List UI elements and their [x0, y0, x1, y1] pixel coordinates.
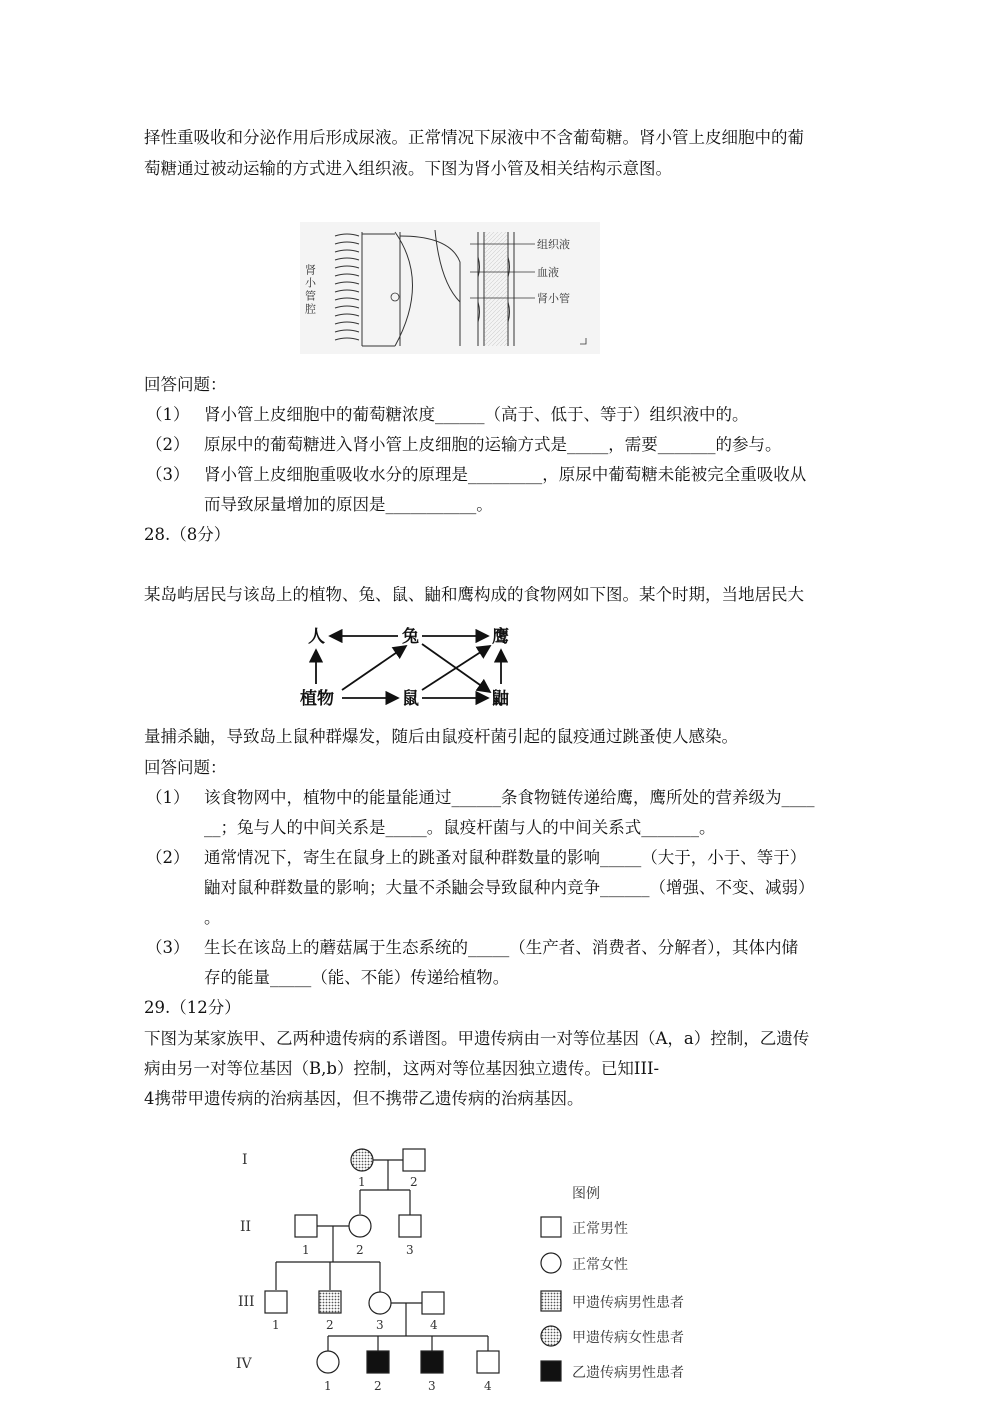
generation-III: III [238, 1294, 255, 1310]
II-2-number: 2 [356, 1243, 364, 1257]
legend-normal-male-symbol [541, 1217, 561, 1237]
III-2-affected-a-male [319, 1291, 341, 1313]
legend-b-male-symbol [541, 1361, 561, 1381]
q28-prompt: 回答问题： [144, 758, 227, 777]
node-plant: 植物 [300, 689, 334, 709]
pedigree-chart [220, 1136, 740, 1406]
legend-normal-female-symbol [541, 1253, 561, 1273]
q28-intro-2: 量捕杀鼬，导致岛上鼠种群爆发，随后由鼠疫杆菌引起的鼠疫通过跳蚤使人感染。 [144, 727, 738, 746]
I-2-normal-male [403, 1149, 425, 1171]
IV-3-affected-b-male [421, 1351, 443, 1373]
q28-item-3: （3） 生长在该岛上的蘑菇属于生态系统的_____（生产者、消费者、分解者），其体内储 [146, 938, 798, 957]
III-1-number: 1 [272, 1318, 280, 1332]
legend-normal-female: 正常女性 [572, 1257, 628, 1273]
legend-normal-male: 正常男性 [572, 1221, 628, 1237]
node-rabbit: 兔 [402, 627, 419, 647]
IV-4-number: 4 [484, 1379, 492, 1393]
q29-line-1: 下图为某家族甲、乙两种遗传病的系谱图。甲遗传病由一对等位基因（A，a）控制，乙遗传 [144, 1029, 810, 1048]
kidney-tubule-figure [300, 222, 600, 354]
generation-II: II [240, 1219, 252, 1235]
IV-1-number: 1 [324, 1379, 332, 1393]
III-3-normal-female [369, 1292, 391, 1314]
q28-item-2: （2） 通常情况下，寄生在鼠身上的跳蚤对鼠种群数量的影响_____（大于，小于、等于） [146, 848, 807, 867]
legend-a-female: 甲遗传病女性患者 [572, 1330, 684, 1346]
q28-header: 28.（8分） [144, 525, 231, 544]
generation-I: I [242, 1152, 248, 1168]
II-1-number: 1 [302, 1243, 310, 1257]
tissue-fluid-label: 组织液 [537, 238, 570, 251]
pedigree-legend [541, 1186, 684, 1381]
II-3-number: 3 [406, 1243, 414, 1257]
q27-item-2: （2） 原尿中的葡萄糖进入肾小管上皮细胞的运输方式是_____，需要_______的参与。 [146, 435, 782, 454]
intro-line-1: 择性重吸收和分泌作用后形成尿液。正常情况下尿液中不含葡萄糖。肾小管上皮细胞中的葡 [144, 128, 804, 147]
tubule-lumen-label [304, 263, 317, 316]
food-web-diagram [296, 622, 528, 714]
legend-b-male: 乙遗传病男性患者 [572, 1365, 684, 1381]
III-4-number: 4 [430, 1318, 438, 1332]
q28-item-1-cont: __；兔与人的中间关系是_____。鼠疫杆菌与人的中间关系式_______。 [204, 818, 716, 837]
intro-line-2: 萄糖通过被动运输的方式进入组织液。下图为肾小管及相关结构示意图。 [144, 159, 672, 178]
legend-a-male-symbol [541, 1291, 561, 1311]
IV-2-number: 2 [374, 1379, 382, 1393]
q29-line-3: 4携带甲遗传病的治病基因，但不携带乙遗传病的治病基因。 [144, 1089, 584, 1108]
node-eagle: 鹰 [492, 627, 509, 647]
I-1-affected-a-female [351, 1149, 373, 1171]
III-1-normal-male [265, 1291, 287, 1313]
q27-item-1: （1） 肾小管上皮细胞中的葡萄糖浓度______（高于、低于、等于）组织液中的。 [146, 405, 749, 424]
legend-a-female-symbol [541, 1326, 561, 1346]
q29-header: 29.（12分） [144, 998, 241, 1017]
node-mouse: 鼠 [402, 689, 419, 709]
generation-IV: IV [236, 1356, 252, 1372]
legend-a-male: 甲遗传病男性患者 [572, 1295, 684, 1311]
II-1-normal-male [295, 1215, 317, 1237]
q28-item-2-cont2: 。 [204, 908, 221, 927]
II-2-normal-female [349, 1215, 371, 1237]
IV-1-normal-female [317, 1351, 339, 1373]
q28-intro-1: 某岛屿居民与该岛上的植物、兔、鼠、鼬和鹰构成的食物网如下图。某个时期，当地居民大 [144, 585, 804, 604]
q28-item-2-cont: 鼬对鼠种群数量的影响；大量不杀鼬会导致鼠种内竞争______（增强、不变、减弱） [204, 878, 815, 897]
IV-3-number: 3 [428, 1379, 436, 1393]
I-2-number: 2 [410, 1175, 418, 1189]
III-3-number: 3 [376, 1318, 384, 1332]
node-human: 人 [308, 627, 325, 647]
node-weasel: 鼬 [492, 689, 509, 709]
IV-2-affected-b-male [367, 1351, 389, 1373]
II-3-normal-male [399, 1215, 421, 1237]
q27-item-3-cont: 而导致尿量增加的原因是___________。 [204, 495, 493, 514]
plasma-label: 血液 [537, 266, 559, 279]
legend-title: 图例 [572, 1186, 600, 1202]
q28-item-1: （1） 该食物网中，植物中的能量能通过______条食物链传递给鹰，鹰所处的营养级为____ [146, 788, 815, 807]
q27-item-3: （3） 肾小管上皮细胞重吸收水分的原理是_________，原尿中葡萄糖未能被完全重吸收从 [146, 465, 807, 484]
q27-prompt: 回答问题： [144, 375, 227, 394]
tubule-label: 肾小管 [537, 292, 570, 305]
IV-4-normal-male [477, 1351, 499, 1373]
svg-text:肾小管腔: 肾小管腔 [303, 264, 317, 316]
III-2-number: 2 [326, 1318, 334, 1332]
q28-item-3-cont: 存的能量_____（能、不能）传递给植物。 [204, 968, 510, 987]
q29-line-2: 病由另一对等位基因（B,b）控制，这两对等位基因独立遗传。已知III- [144, 1059, 660, 1078]
I-1-number: 1 [358, 1175, 366, 1189]
III-4-normal-male [422, 1292, 444, 1314]
